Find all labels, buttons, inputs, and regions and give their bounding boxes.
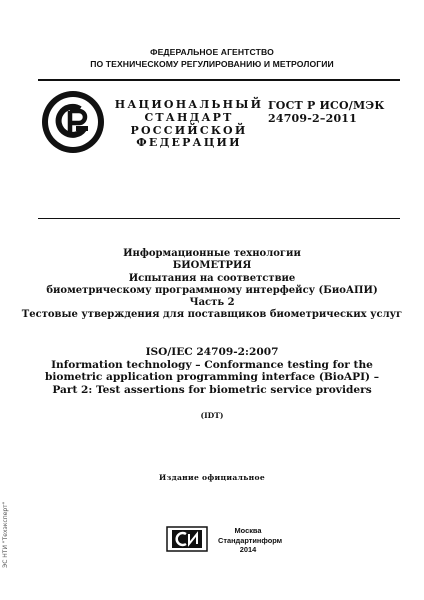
idt-label: (IDT) [200,411,224,420]
agency-line-1: ФЕДЕРАЛЬНОЕ АГЕНТСТВО [150,47,274,57]
national-standard-line-2: СТАНДАРТ [144,110,234,124]
publisher-city: Москва [234,526,262,535]
national-standard-label [110,99,268,150]
ru-title-line-5: Часть 2 [189,297,235,309]
ru-title-line-1: Информационные технологии [123,248,301,259]
designation-line-2: 24709-2–2011 [268,112,358,125]
side-watermark-note: ЭС НТИ "Техэксперт" [2,501,9,568]
agency-line-2: ПО ТЕХНИЧЕСКОМУ РЕГУЛИРОВАНИЮ И МЕТРОЛОГИИ [90,58,334,69]
english-title [0,346,424,396]
standartinform-logo-icon [166,526,208,552]
publisher-info [218,526,283,555]
edition-label: Издание официальное [158,473,266,482]
national-standard-line-1: НАЦИОНАЛЬНЫЙ [114,98,264,111]
publisher-name: Стандартинформ [218,535,283,545]
national-standard-line-3: РОССИЙСКОЙ [130,123,248,137]
en-title-line-4: Part 2: Test assertions for biometric service providers [52,383,372,396]
ru-title-line-6: Тестовые утверждения для поставщиков биометрических услуг [21,309,403,321]
national-standard-line-4: ФЕДЕРАЦИИ [136,136,242,150]
en-title-line-3: biometric application programming interface (BioAPI) – [44,371,380,384]
gost-r-logo-icon [40,89,106,155]
ru-title-line-4: биометрическому программному интерфейсу (БиоАПИ) [46,284,378,296]
en-title-line-2: Information technology – Conformance testing for the [51,358,373,371]
russian-title [0,248,424,322]
agency-header [0,47,424,70]
bottom-divider [38,218,400,219]
standard-designation [268,99,385,125]
designation-line-1: ГОСТ Р ИСО/МЭК [268,99,385,112]
publisher-year: 2014 [239,545,257,555]
ru-title-line-2: БИОМЕТРИЯ [172,260,252,272]
top-divider [38,79,400,81]
en-title-line-1: ISO/IEC 24709-2:2007 [145,346,279,358]
ru-title-line-3: Испытания на соответствие [128,272,296,284]
